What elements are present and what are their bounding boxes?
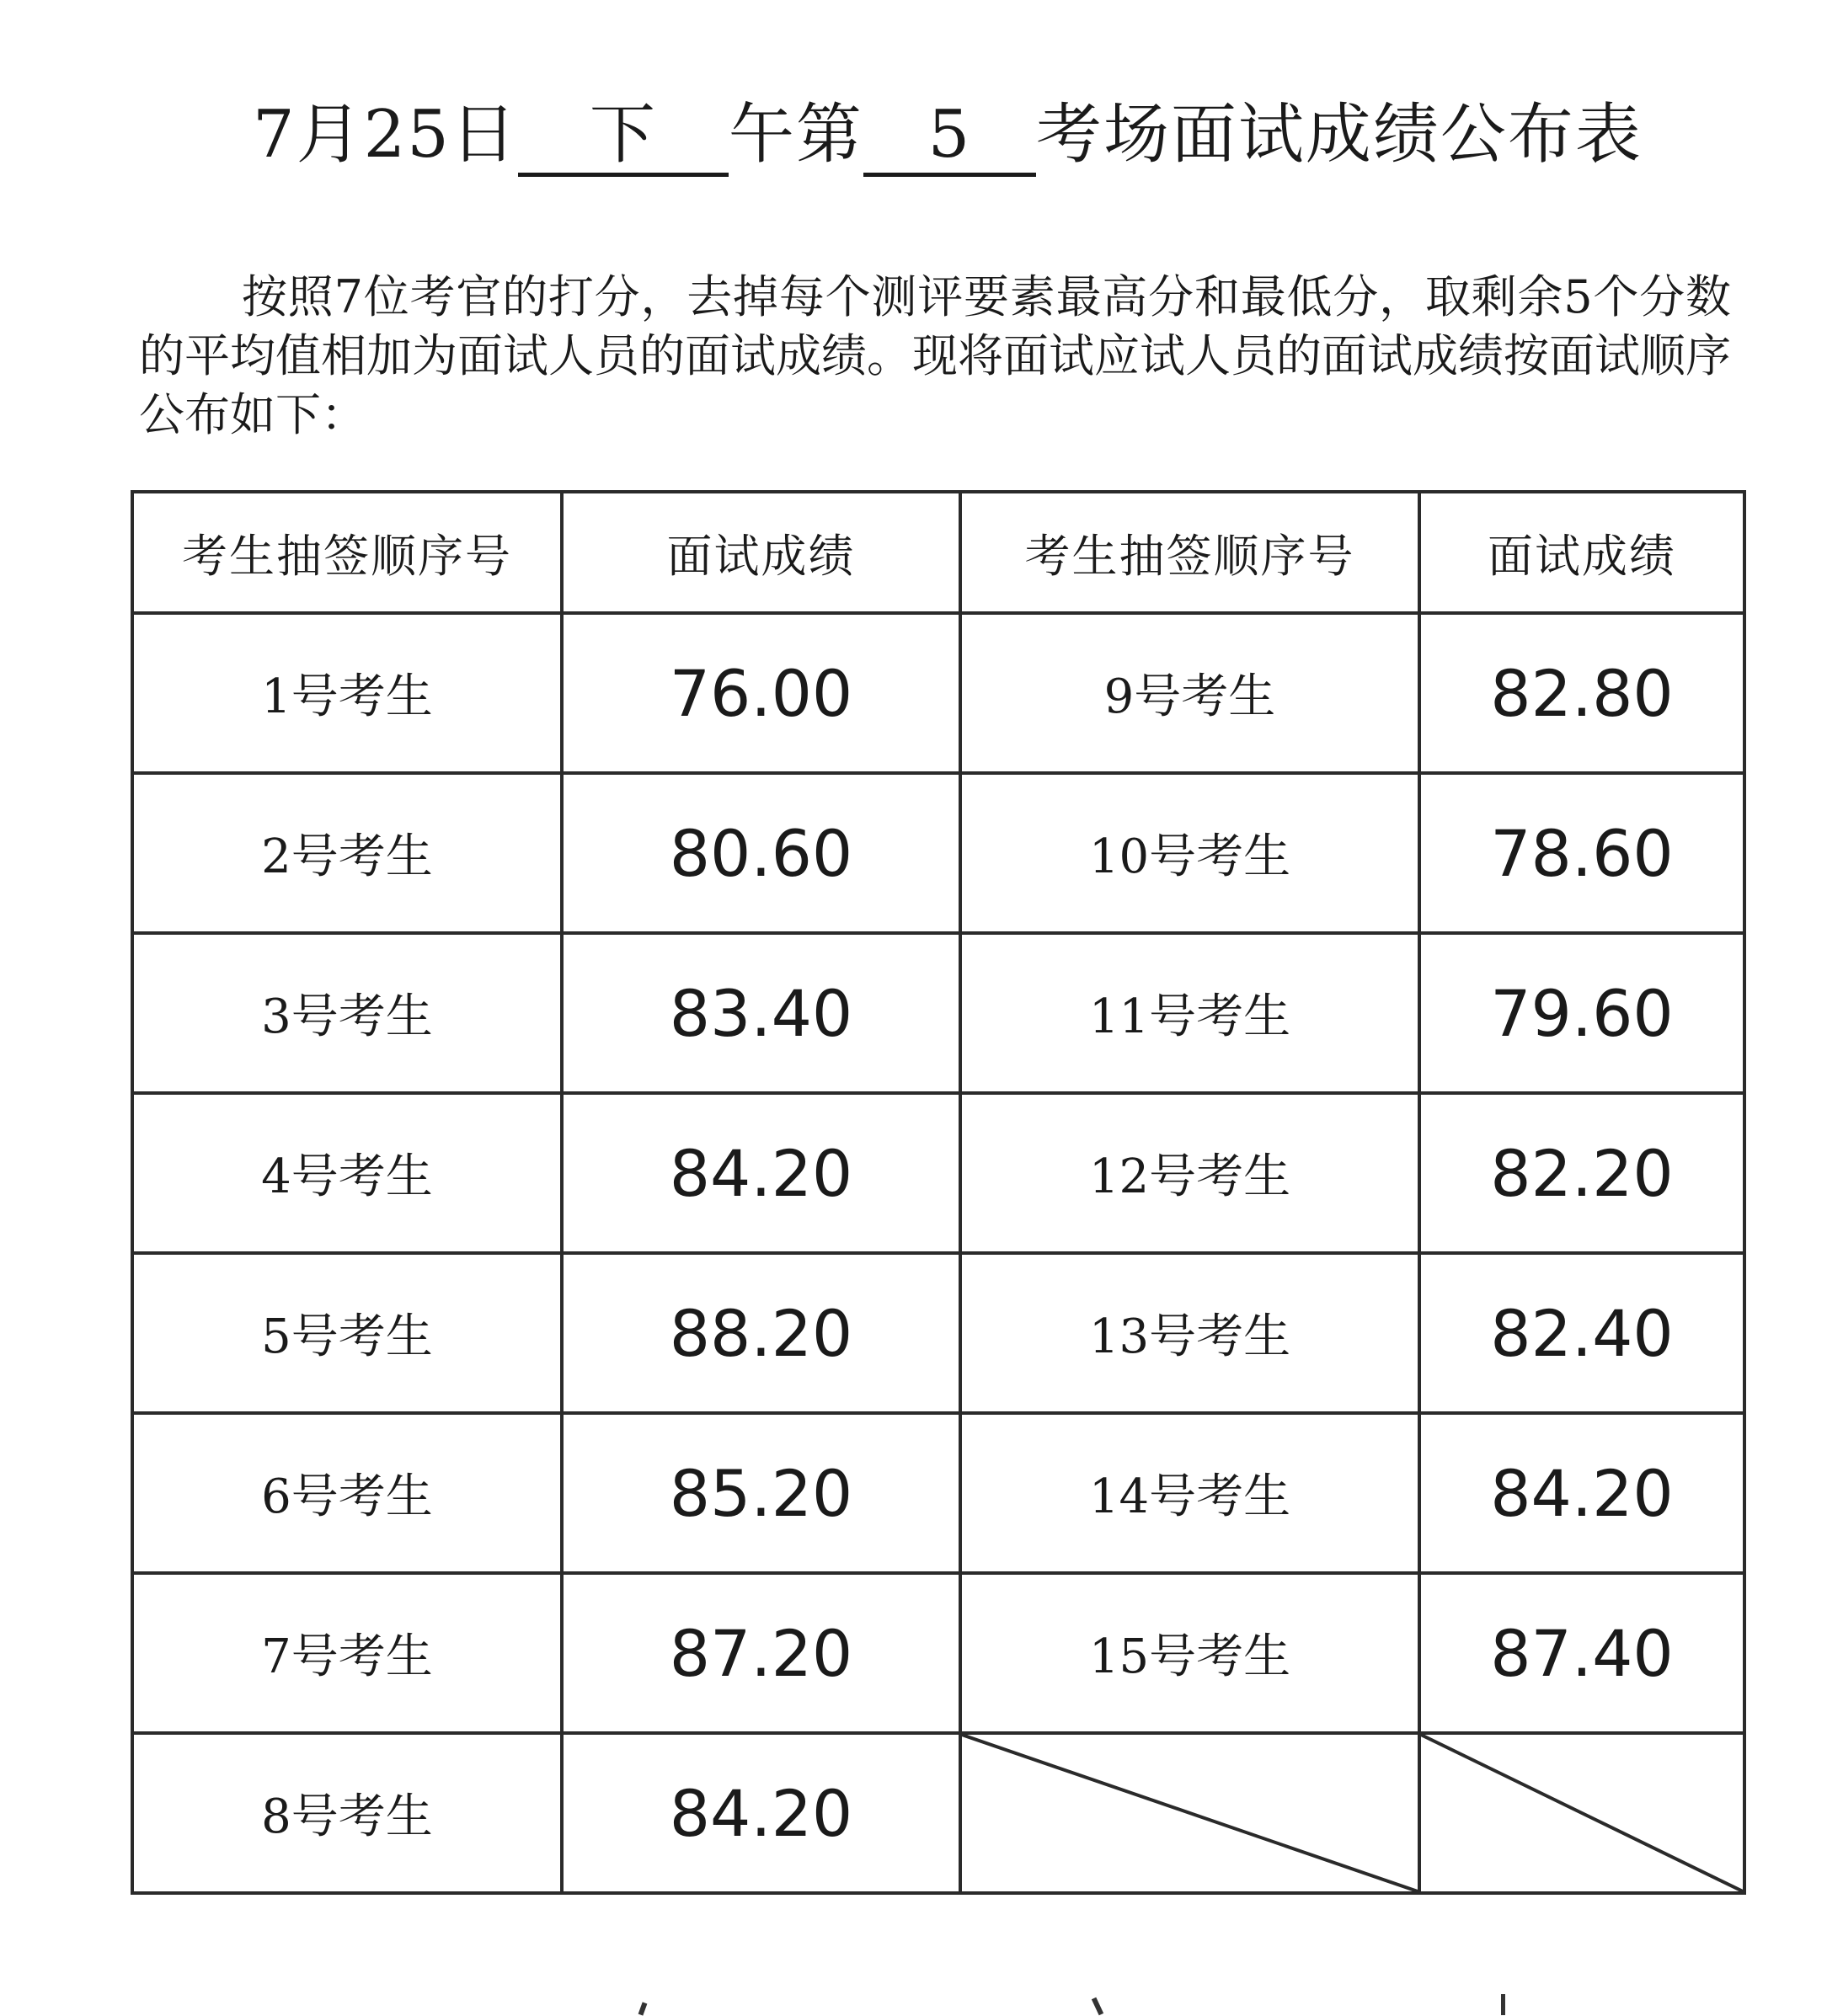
table-row: [132, 773, 1744, 933]
header-right-order: 考生抽签顺序号: [960, 492, 1419, 613]
header-right-score: 面试成绩: [1419, 492, 1744, 613]
title-period-blank: 下: [518, 97, 729, 177]
candidate-name: 12号考生: [960, 1093, 1419, 1253]
diagonal-strike: [962, 1735, 1418, 1891]
table-row: [132, 613, 1744, 773]
signature-stroke: [1092, 1997, 1103, 2016]
table-row: [132, 1573, 1744, 1733]
candidate-name: 10号考生: [960, 773, 1419, 933]
candidate-name: 11号考生: [960, 933, 1419, 1093]
candidate-name: 5号考生: [132, 1253, 562, 1413]
candidate-score: 84.20: [1419, 1413, 1744, 1573]
candidate-score: 79.60: [1419, 933, 1744, 1093]
candidate-score: 80.60: [562, 773, 960, 933]
table-row: [132, 1093, 1744, 1253]
candidate-score: 88.20: [562, 1253, 960, 1413]
candidate-score: 87.20: [562, 1573, 960, 1733]
title-mid: 午第: [728, 97, 863, 173]
empty-cell-crossed: [1419, 1733, 1744, 1893]
signature-stroke: [1501, 1994, 1505, 2015]
title-room-blank: 5: [863, 97, 1036, 177]
candidate-name: 1号考生: [132, 613, 562, 773]
header-left-score: 面试成绩: [562, 492, 960, 613]
table-row: [132, 1413, 1744, 1573]
empty-cell-crossed: [960, 1733, 1419, 1893]
score-table: [131, 490, 1746, 1895]
candidate-name: 14号考生: [960, 1413, 1419, 1573]
candidate-name: 6号考生: [132, 1413, 562, 1573]
table-row: [132, 933, 1744, 1093]
candidate-score: 84.20: [562, 1093, 960, 1253]
candidate-score: 82.40: [1419, 1253, 1744, 1413]
table-header-row: [132, 492, 1744, 613]
candidate-name: 7号考生: [132, 1573, 562, 1733]
candidate-name: 4号考生: [132, 1093, 562, 1253]
candidate-score: 87.40: [1419, 1573, 1744, 1733]
intro-paragraph: 按照7位考官的打分，去掉每个测评要素最高分和最低分，取剩余5个分数的平均值相加为面试人员的面试成绩。现将面试应试人员的面试成绩按面试顺序公布如下：: [139, 270, 1731, 441]
page-title: [253, 88, 1643, 181]
candidate-name: 9号考生: [960, 613, 1419, 773]
candidate-name: 2号考生: [132, 773, 562, 933]
table-row: [132, 1253, 1744, 1413]
candidate-name: 15号考生: [960, 1573, 1419, 1733]
candidate-name: 3号考生: [132, 933, 562, 1093]
candidate-name: 13号考生: [960, 1253, 1419, 1413]
candidate-score: 78.60: [1419, 773, 1744, 933]
candidate-score: 82.80: [1419, 613, 1744, 773]
candidate-score: 84.20: [562, 1733, 960, 1893]
candidate-score: 85.20: [562, 1413, 960, 1573]
title-suffix: 考场面试成绩公布表: [1035, 97, 1643, 173]
candidate-score: 83.40: [562, 933, 960, 1093]
title-date: 7月25日: [253, 97, 518, 173]
diagonal-strike: [1421, 1735, 1743, 1891]
signature-stroke: [638, 2002, 648, 2015]
candidate-score: 76.00: [562, 613, 960, 773]
table-row: [132, 1733, 1744, 1893]
header-left-order: 考生抽签顺序号: [132, 492, 562, 613]
candidate-score: 82.20: [1419, 1093, 1744, 1253]
candidate-name: 8号考生: [132, 1733, 562, 1893]
